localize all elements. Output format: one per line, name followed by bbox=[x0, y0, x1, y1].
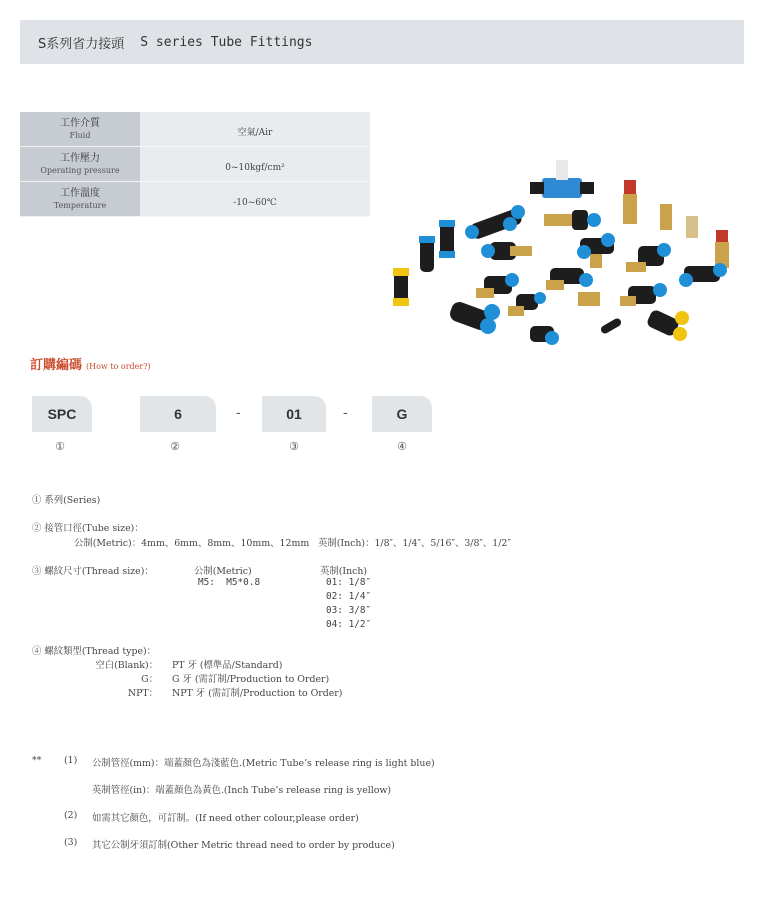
thread-metric-row: M5: M5*0.8 bbox=[198, 577, 261, 588]
spec-table bbox=[20, 112, 370, 217]
thread-inch-row: 01: 1/8″ bbox=[326, 577, 372, 588]
thread-type-val: G 牙 (需訂制/Production to Order) bbox=[172, 674, 330, 685]
spec-row-temperature bbox=[20, 182, 370, 217]
code-separator: - bbox=[343, 404, 348, 420]
spec-row-pressure bbox=[20, 147, 370, 182]
page-title-cn: S系列省力接頭 bbox=[38, 36, 125, 52]
spec-value: 0~10kgf/cm² bbox=[225, 162, 285, 173]
elbow-fitting bbox=[508, 292, 546, 316]
plug-fitting bbox=[599, 317, 622, 335]
spec-label-cn: 工作介質 bbox=[60, 117, 100, 129]
thread-type-key: 空白(Blank)： bbox=[95, 660, 158, 671]
elbow-fitting bbox=[530, 326, 559, 345]
thread-type-key: G： bbox=[141, 674, 158, 685]
thread-type-val: NPT 牙 (需訂制/Production to Order) bbox=[172, 688, 343, 699]
tee-fitting bbox=[679, 263, 727, 287]
spec-value: 空氣/Air bbox=[237, 127, 273, 138]
yellow-union-fitting bbox=[393, 268, 409, 306]
series-line: ① 系列(Series) bbox=[32, 495, 101, 506]
note-inch-ring: 英制管徑(in)：端蓋顏色為黃色.(Inch Tube’s release ring is yellow) bbox=[92, 785, 392, 796]
code-thread-size: 01 bbox=[262, 396, 326, 432]
y-fitting bbox=[448, 300, 500, 334]
elbow-fitting bbox=[481, 242, 532, 260]
spec-label-en: Temperature bbox=[53, 200, 107, 210]
thread-type-key: NPT： bbox=[127, 688, 158, 699]
note-number: (2) bbox=[64, 810, 78, 821]
spec-label-en: Operating pressure bbox=[40, 165, 120, 175]
code-separator: - bbox=[236, 404, 241, 420]
code-tube-size: 6 bbox=[140, 396, 216, 432]
note-metric-thread: 其它公制牙須訂制(Other Metric thread need to order by produce) bbox=[92, 840, 395, 851]
tube-size-inch: 英制(Inch)：1/8″、1/4″、5/16″、3/8″、1/2″ bbox=[318, 538, 511, 549]
thread-type-title: ④ 螺紋類型(Thread type)： bbox=[32, 646, 157, 657]
note-number: (3) bbox=[64, 837, 78, 848]
tee-fitting bbox=[546, 268, 593, 290]
elbow-fitting bbox=[626, 243, 671, 272]
order-title-en: (How to order?) bbox=[86, 362, 151, 371]
code-marker: ④ bbox=[397, 440, 407, 453]
thread-metric-head: 公制(Metric) bbox=[194, 566, 252, 577]
brass-fitting bbox=[578, 292, 600, 306]
spec-label-en: Fluid bbox=[69, 130, 91, 140]
flow-control-fitting bbox=[530, 160, 594, 198]
code-marker: ③ bbox=[289, 440, 299, 453]
spec-label-cn: 工作壓力 bbox=[60, 152, 100, 164]
note-number: (1) bbox=[64, 755, 78, 766]
spec-row-fluid bbox=[20, 112, 370, 147]
page-header bbox=[20, 20, 744, 64]
elbow-fitting bbox=[476, 273, 519, 298]
spec-label-cn: 工作溫度 bbox=[60, 187, 100, 199]
tee-fitting bbox=[577, 233, 615, 268]
thread-size-title: ③ 螺紋尺寸(Thread size)： bbox=[32, 566, 154, 577]
elbow-fitting bbox=[544, 210, 601, 230]
thread-inch-row: 03: 3/8″ bbox=[326, 605, 372, 616]
red-cap-fitting bbox=[623, 180, 637, 224]
thread-inch-row: 04: 1/2″ bbox=[326, 619, 372, 630]
union-fitting bbox=[419, 236, 435, 272]
red-cap-fitting bbox=[715, 230, 729, 268]
code-series: SPC bbox=[32, 396, 92, 432]
code-marker: ① bbox=[55, 440, 65, 453]
union-fitting bbox=[439, 220, 455, 258]
code-marker: ② bbox=[170, 440, 180, 453]
order-section-title bbox=[30, 354, 151, 373]
order-title-cn: 訂購編碼 bbox=[30, 358, 83, 373]
tube-size-metric: 公制(Metric)：4mm、6mm、8mm、10mm、12mm bbox=[74, 538, 310, 549]
notes-marker: ** bbox=[32, 755, 42, 766]
thread-inch-head: 英制(Inch) bbox=[320, 566, 368, 577]
thread-inch-row: 02: 1/4″ bbox=[326, 591, 372, 602]
spec-value: -10~60℃ bbox=[233, 197, 277, 208]
product-photo bbox=[380, 150, 740, 360]
manifold-fitting bbox=[465, 205, 525, 240]
tube-size-title: ② 接管口徑(Tube size)： bbox=[32, 523, 144, 534]
page-title-en: S series Tube Fittings bbox=[140, 34, 313, 50]
thread-type-val: PT 牙 (標準品/Standard) bbox=[172, 660, 283, 671]
elbow-fitting bbox=[620, 283, 667, 306]
yellow-y-fitting bbox=[646, 309, 689, 341]
note-metric-ring: 公制管徑(mm)：端蓋顏色為淺藍色.(Metric Tube’s release ring is light blue) bbox=[92, 758, 435, 769]
note-colour: 如需其它顏色，可訂制。(If need other colour,please order) bbox=[92, 813, 359, 824]
code-thread-type: G bbox=[372, 396, 432, 432]
brass-male-connector bbox=[660, 204, 698, 238]
